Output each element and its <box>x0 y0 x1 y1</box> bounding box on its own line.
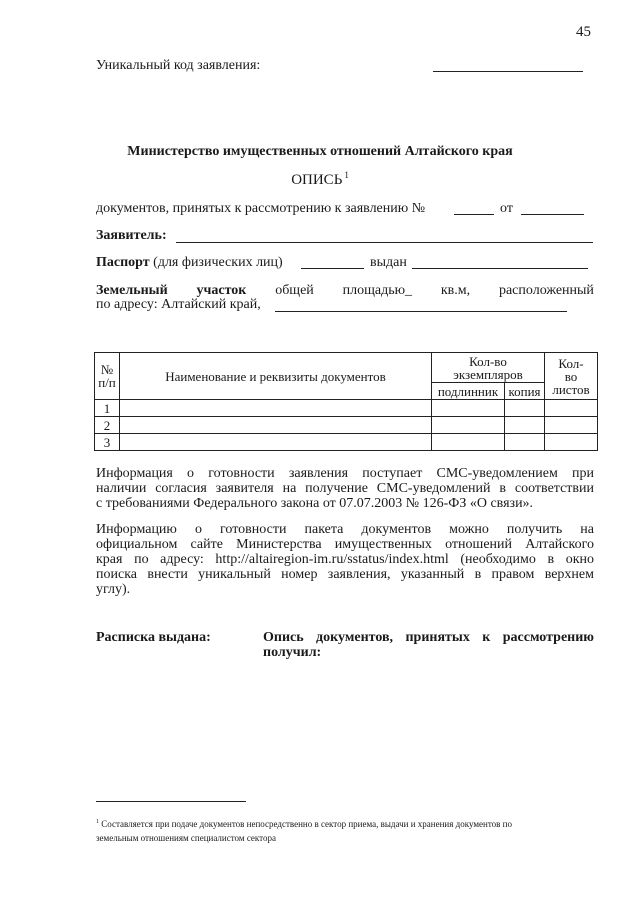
passport-label-rest: (для физических лиц) <box>153 255 283 270</box>
passport-label <box>96 255 283 271</box>
header-original: подлинник <box>432 383 505 400</box>
table-row <box>95 400 598 417</box>
row-original[interactable] <box>432 400 505 417</box>
title-footnote-mark: 1 <box>344 170 349 180</box>
passport-number-field[interactable] <box>301 268 364 269</box>
inventory-received-line: Опись документов, принятых к рассмотрению <box>263 630 594 645</box>
info-sms-paragraph <box>96 466 594 511</box>
passport-issued-field[interactable] <box>412 268 588 269</box>
header-sheets <box>545 353 598 400</box>
header-num <box>95 353 120 400</box>
header-copies-line2: экземпляров <box>453 366 523 382</box>
header-name: Наименование и реквизиты документов <box>120 353 432 400</box>
header-num-line1: № <box>100 362 114 377</box>
row-number: 3 <box>95 434 120 451</box>
header-sheets-line2: во <box>564 368 578 384</box>
info-site-line: официальном сайте Министерства имущественных отношений Алтайского <box>96 537 594 552</box>
row-original[interactable] <box>432 417 505 434</box>
row-document-name[interactable] <box>120 400 432 417</box>
info-sms-line: с требованиями Федерального закона от 07.07.2003 № 126-ФЗ «О связи». <box>96 496 534 511</box>
header-sheets-line3: листов <box>552 381 590 397</box>
row-document-name[interactable] <box>120 417 432 434</box>
info-sms-line: наличии согласия заявителя на получение СМС-уведомлений в соответствии <box>96 481 594 496</box>
address-field[interactable] <box>275 311 567 312</box>
receipt-issued-label: Расписка выдана: <box>96 630 211 645</box>
unique-code-field[interactable] <box>433 71 583 72</box>
row-document-name[interactable] <box>120 434 432 451</box>
info-site-line: углу). <box>96 582 131 597</box>
footnote-mark: 1 <box>96 819 99 825</box>
row-sheets[interactable] <box>545 417 598 434</box>
passport-issued-label: выдан <box>370 255 407 270</box>
info-sms-line: Информация о готовности заявления поступает СМС-уведомлением при <box>96 466 594 481</box>
address-prefix: по адресу: Алтайский край, <box>96 297 261 312</box>
ministry-name: Министерство имущественных отношений Алтайского края <box>127 144 513 159</box>
row-copy[interactable] <box>505 417 545 434</box>
header-num-line2: п/п <box>98 375 116 390</box>
application-date-field[interactable] <box>521 214 584 215</box>
page-number: 45 <box>576 24 591 40</box>
footnote-divider <box>96 801 246 802</box>
row-copy[interactable] <box>505 400 545 417</box>
land-plot-word-6: расположенный <box>498 283 594 298</box>
row-original[interactable] <box>432 434 505 451</box>
row-sheets[interactable] <box>545 434 598 451</box>
land-plot-word-3: общей <box>275 283 314 298</box>
footnote-line2: земельным отношениям специалистом сектора <box>96 833 276 843</box>
header-sheets-line1: Кол- <box>558 355 584 371</box>
applicant-label: Заявитель: <box>96 228 167 243</box>
table-row <box>95 417 598 434</box>
row-copy[interactable] <box>505 434 545 451</box>
inventory-received-line: получил: <box>263 645 322 660</box>
row-number: 2 <box>95 417 120 434</box>
table-row <box>95 434 598 451</box>
row-number: 1 <box>95 400 120 417</box>
title-text: ОПИСЬ <box>291 172 343 188</box>
land-plot-word-4: площадью_ <box>342 283 413 298</box>
documents-line-from: от <box>500 201 513 216</box>
inventory-received-block <box>263 630 594 660</box>
passport-label-bold: Паспорт <box>96 255 150 270</box>
application-number-field[interactable] <box>454 214 494 215</box>
footnote-line1: Составляется при подаче документов непосредственно в сектор приема, выдачи и хранения документов по <box>101 819 512 829</box>
info-site-line: края по адресу: http://altairegion-im.ru/sstatus/index.html (необходимо в окно <box>96 552 594 567</box>
header-copies <box>432 353 545 383</box>
document-title <box>0 170 640 189</box>
info-site-line: поиска внести уникальный номер заявления, указанный в правом верхнем <box>96 567 594 582</box>
row-sheets[interactable] <box>545 400 598 417</box>
info-site-paragraph <box>96 522 594 597</box>
applicant-field[interactable] <box>176 242 593 243</box>
documents-line-text: документов, принятых к рассмотрению к заявлению № <box>96 201 426 216</box>
info-site-line: Информацию о готовности пакета документов можно получить на <box>96 522 594 537</box>
land-plot-word-1: Земельный <box>96 283 168 298</box>
land-plot-word-2: участок <box>196 283 247 298</box>
documents-table <box>94 352 598 451</box>
unique-code-label: Уникальный код заявления: <box>96 58 261 73</box>
footnote <box>96 815 596 845</box>
land-plot-word-5: кв.м, <box>440 283 471 298</box>
header-copies-line1: Кол-во <box>469 353 507 369</box>
header-copy: копия <box>505 383 545 400</box>
